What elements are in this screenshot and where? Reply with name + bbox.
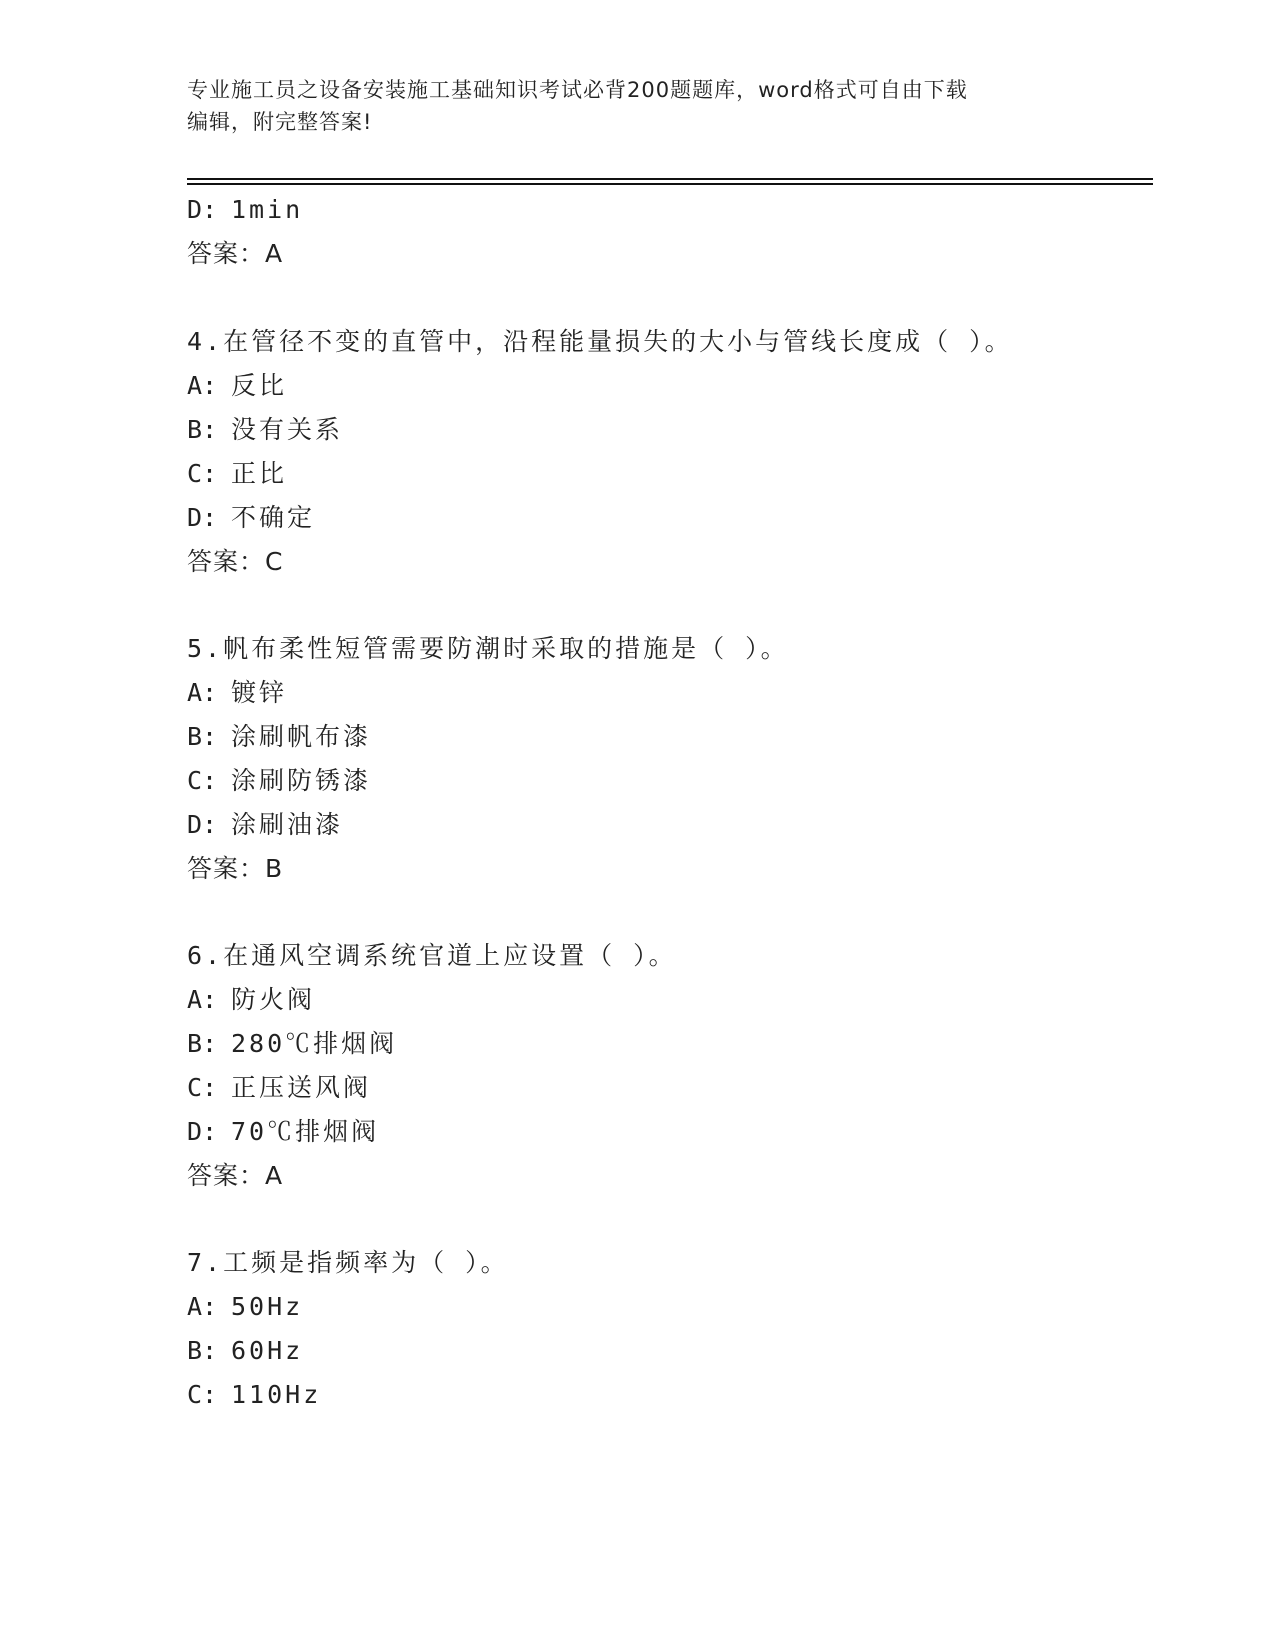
option-letter: B: (187, 1029, 218, 1058)
option-letter: C: (187, 1380, 218, 1409)
question-6-answer: 答案：A (187, 1161, 284, 1190)
option-text: 70℃排烟阀 (231, 1117, 380, 1146)
option-letter: A: (187, 1292, 218, 1321)
option-letter: B: (187, 415, 218, 444)
option-letter: A: (187, 371, 218, 400)
document-header (187, 74, 1087, 138)
header-divider-bottom (187, 183, 1153, 185)
question-5-answer: 答案：B (187, 854, 284, 883)
option-text: 涂刷帆布漆 (231, 722, 372, 751)
option-text: 正比 (231, 459, 288, 488)
option-text: 280℃排烟阀 (231, 1029, 398, 1058)
option-text: 涂刷油漆 (231, 810, 344, 839)
option-text: 1min (231, 195, 304, 224)
question-7-option-b (187, 1334, 303, 1368)
option-letter: C: (187, 459, 218, 488)
question-5-option-d (187, 808, 343, 842)
question-4-option-b (187, 413, 343, 447)
option-text: 防火阀 (231, 985, 316, 1014)
option-letter: B: (187, 1336, 218, 1365)
prev-question-option-d (187, 193, 303, 227)
option-letter: C: (187, 766, 218, 795)
option-letter: A: (187, 678, 218, 707)
header-title-line-2: 编辑，附完整答案! (187, 110, 373, 134)
option-text: 没有关系 (231, 415, 344, 444)
option-letter: B: (187, 722, 218, 751)
option-text: 涂刷防锈漆 (231, 766, 372, 795)
option-text: 50Hz (231, 1292, 304, 1321)
option-letter: D: (187, 195, 218, 224)
header-divider-top (187, 178, 1153, 180)
option-text: 镀锌 (231, 678, 288, 707)
option-letter: A: (187, 985, 218, 1014)
question-7-stem: 7.工频是指频率为（ ）。 (187, 1248, 509, 1277)
question-5-stem: 5.帆布柔性短管需要防潮时采取的措施是（ ）。 (187, 634, 789, 663)
question-5-option-c (187, 764, 371, 798)
question-7-option-c (187, 1378, 321, 1412)
question-4-option-c (187, 457, 287, 491)
question-6-option-a (187, 983, 315, 1017)
option-letter: D: (187, 1117, 218, 1146)
option-letter: D: (187, 503, 218, 532)
question-6-option-b (187, 1027, 397, 1061)
question-6-option-c (187, 1071, 371, 1105)
option-text: 60Hz (231, 1336, 304, 1365)
question-5-option-a (187, 676, 287, 710)
question-5-option-b (187, 720, 371, 754)
header-title-line-1: 专业施工员之设备安装施工基础知识考试必背200题题库，word格式可自由下载 (187, 78, 968, 102)
option-text: 反比 (231, 371, 288, 400)
option-text: 110Hz (231, 1380, 322, 1409)
question-4-stem: 4.在管径不变的直管中，沿程能量损失的大小与管线长度成（ ）。 (187, 327, 1013, 356)
question-6-stem: 6.在通风空调系统官道上应设置（ ）。 (187, 941, 677, 970)
option-letter: C: (187, 1073, 218, 1102)
question-4-option-a (187, 369, 287, 403)
question-4-answer: 答案：C (187, 547, 284, 576)
option-text: 正压送风阀 (231, 1073, 372, 1102)
question-7-option-a (187, 1290, 303, 1324)
option-letter: D: (187, 810, 218, 839)
question-4-option-d (187, 501, 315, 535)
question-6-option-d (187, 1115, 379, 1149)
prev-question-answer: 答案：A (187, 239, 284, 268)
option-text: 不确定 (231, 503, 316, 532)
